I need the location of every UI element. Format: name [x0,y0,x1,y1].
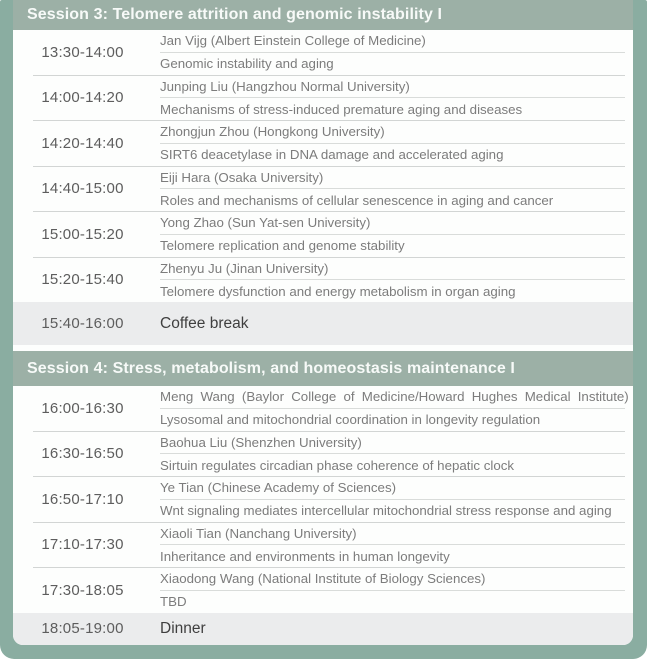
schedule-card [13,0,633,645]
slot-content [160,432,625,477]
title-text: Wnt signaling mediates intercellular mitochondrial stress response and aging [160,503,612,519]
slot-title [160,591,625,613]
slot-content [160,212,625,257]
slot-speaker [160,568,625,591]
title-text: Sirtuin regulates circadian phase coherence of hepatic clock [160,457,515,473]
slot-title [160,189,625,211]
slot-speaker [160,523,625,546]
title-text: Telomere dysfunction and energy metabolism in organ aging [160,283,516,299]
title-text: Roles and mechanisms of cellular senescence in aging and cancer [160,192,554,208]
slot-content [160,258,625,303]
break-time: 18:05-19:00 [41,620,124,638]
slot-time: 14:20-14:40 [41,134,124,152]
session-4-title: Session 4: Stress, metabolism, and homeostasis maintenance I [27,359,515,377]
title-text: Telomere replication and genome stability [160,238,405,254]
title-text: Genomic instability and aging [160,56,334,72]
slot-meng-wang [33,386,629,432]
slot-content [160,477,625,522]
slot-speaker [160,386,629,409]
slot-speaker [160,212,625,235]
slot-time: 17:30-18:05 [41,581,124,599]
slot-time: 16:50-17:10 [41,490,124,508]
speaker-text: Baohua Liu (Shenzhen University) [160,434,362,450]
slot-title [160,144,625,166]
slot-junping-liu [33,76,625,122]
slot-yong-zhao [33,212,625,258]
session-4-header [13,351,633,386]
slot-speaker [160,121,625,144]
slot-speaker [160,30,625,53]
slot-title [160,409,625,431]
slot-content [160,121,625,166]
slot-time: 14:00-14:20 [41,89,124,107]
slot-title [160,545,625,567]
speaker-text: Meng Wang (Baylor College of Medicine/Howard Hughes Medical Institute) [160,389,629,405]
speaker-text: Ye Tian (Chinese Academy of Sciences) [160,480,397,496]
slot-speaker [160,76,625,99]
speaker-text: Xiaodong Wang (National Institute of Biology Sciences) [160,571,486,587]
slot-speaker [160,432,625,455]
slot-zhenyu-ju [33,258,625,303]
coffee-break-row [13,302,633,345]
slot-time: 17:10-17:30 [41,536,124,554]
slot-content [160,523,625,568]
slot-speaker [160,167,625,190]
slot-eiji-hara [33,167,625,213]
speaker-text: Zhongjun Zhou (Hongkong University) [160,124,385,140]
slot-title [160,53,625,75]
slot-speaker [160,258,625,281]
dinner-row [13,613,633,646]
slot-time: 16:30-16:50 [41,445,124,463]
session-3-header [13,0,633,30]
slot-content [160,76,625,121]
title-text: Inheritance and environments in human longevity [160,548,450,564]
break-time: 15:40-16:00 [41,315,124,332]
slot-baohua-liu [33,432,625,478]
title-text: TBD [160,594,187,610]
slot-time: 15:00-15:20 [41,225,124,243]
slot-content [160,386,629,431]
slot-title [160,98,625,120]
slot-title [160,454,625,476]
title-text: SIRT6 deacetylase in DNA damage and accelerated aging [160,147,504,163]
slot-xiaoli-tian [33,523,625,569]
slot-speaker [160,477,625,500]
speaker-text: Junping Liu (Hangzhou Normal University) [160,78,410,94]
speaker-text: Xiaoli Tian (Nanchang University) [160,525,357,541]
title-text: Mechanisms of stress-induced premature aging and diseases [160,101,523,117]
speaker-text: Zhenyu Ju (Jinan University) [160,260,329,276]
slot-time: 15:20-15:40 [41,271,124,289]
speaker-text: Jan Vijg (Albert Einstein College of Medicine) [160,33,426,49]
session-3-title: Session 3: Telomere attrition and genomic instability I [27,6,443,23]
speaker-text: Yong Zhao (Sun Yat-sen University) [160,215,371,231]
slot-title [160,500,625,522]
slot-title [160,235,625,257]
slot-content [160,30,625,75]
slot-ye-tian [33,477,625,523]
slot-title [160,280,625,302]
title-text: Lysosomal and mitochondrial coordination in longevity regulation [160,412,541,428]
slot-content [160,167,625,212]
slot-content [160,568,625,613]
slot-jan-vijg [33,30,625,76]
slot-zhongjun-zhou [33,121,625,167]
slot-time: 16:00-16:30 [41,399,124,417]
slot-time: 14:40-15:00 [41,180,124,198]
coffee-break-label: Coffee break [160,314,249,332]
speaker-text: Eiji Hara (Osaka University) [160,169,324,185]
slot-time: 13:30-14:00 [41,43,124,61]
slot-xiaodong-wang [33,568,625,613]
dinner-label: Dinner [160,619,206,637]
